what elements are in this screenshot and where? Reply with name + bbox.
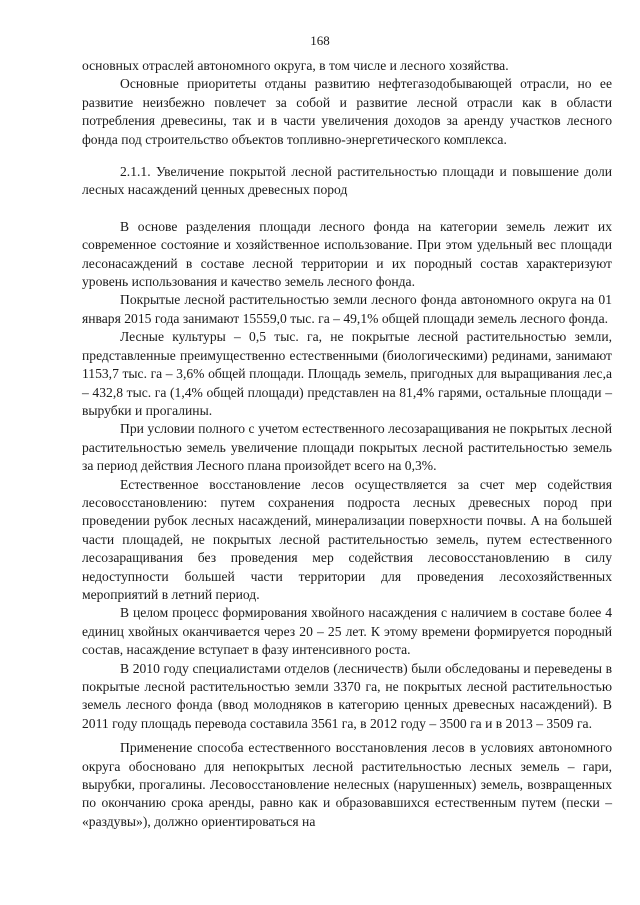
paragraph-covered-lands: Покрытые лесной растительностью земли лесного фонда автономного округа на 01 января 2015 года занимают 15559,0 тыс. га – 49,1% общей площади земель лесного фонда.: [82, 292, 612, 326]
page-number: 168: [310, 33, 330, 48]
paragraph-continued: основных отраслей автономного округа, в том числе и лесного хозяйства.: [82, 58, 509, 73]
paragraph-natural-restoration: Естественное восстановление лесов осуществляется за счет мер содействия лесовосстановлению: путем сохранения подроста лесных древесных пород при проведении рубок лесных насаждений, минерализации поверхности почвы. А на большей части площадей, не покрытых лесной растительностью земель, путем естественного лесозаращивания без проведения мер содействия лесовосстановлению в силу недоступности большей части территории для проведения лесохозяйственных мероприятий в летний период.: [82, 476, 612, 602]
page-content: [82, 57, 612, 831]
paragraph-coniferous-formation: В целом процесс формирования хвойного насаждения с наличием в составе более 4 единиц хвойных оканчивается через 20 – 25 лет. К этому времени формируется породный состав, насаждение вступает в фазу интенсивного роста.: [82, 605, 612, 658]
paragraph-natural-regrowth: При условии полного с учетом естественного лесозаращивания не покрытых лесной растительностью земель увеличение площади покрытых лесной растительностью земель за период действия Лесного плана произойдет всего на 0,3%.: [82, 421, 612, 474]
paragraph-forest-cultures: Лесные культуры – 0,5 тыс. га, не покрытые лесной растительностью земли, представленные преимущественно естественными (биологическими) рединами, занимают 1153,7 тыс. га – 3,6% общей площади. Площадь земель, пригодных для выращивания лес,а – 432,8 тыс. га (1,4% общей площади) представлен на 81,4% гарями, остальные площади – вырубки и прогалины.: [82, 329, 612, 418]
section-heading: 2.1.1. Увеличение покрытой лесной растительностью площади и повышение доли лесных насаждений ценных древесных пород: [82, 164, 612, 198]
paragraph-priorities: Основные приоритеты отданы развитию нефтегазодобывающей отрасли, но ее развитие неизбежно повлечет за собой и развитие лесной отрасли как в области потребления древесины, так и в части увеличения доходов за аренду участков лесного фонда под строительство объектов топливно-энергетического комплекса.: [82, 76, 612, 147]
paragraph-restoration-method: Применение способа естественного восстановления лесов в условиях автономного округа обосновано для непокрытых лесной растительностью лесных земель – гари, вырубки, прогалины. Лесовосстановление нелесных (нарушенных) земель, возвращенных по окончанию срока аренды, равно как и образовавшихся естественным путем (пески – «раздувы»), должно ориентироваться на: [82, 740, 612, 829]
paragraph-transfer-2010: В 2010 году специалистами отделов (лесничеств) были обследованы и переведены в покрытые лесной растительностью земли 3370 га, не покрытых лесной растительностью земель лесного фонда (ввод молодняков в категорию ценных древесных насаждений). В 2011 году площадь перевода составила 3561 га, в 2012 году – 3500 га и в 2013 – 3509 га.: [82, 660, 612, 731]
paragraph-land-categories: В основе разделения площади лесного фонда на категории земель лежит их современное состояние и хозяйственное использование. При этом удельный вес площади лесонасаждений в составе лесной территории и их породный состав характеризуют уровень использования и качество земель лесного фонда.: [82, 218, 612, 290]
